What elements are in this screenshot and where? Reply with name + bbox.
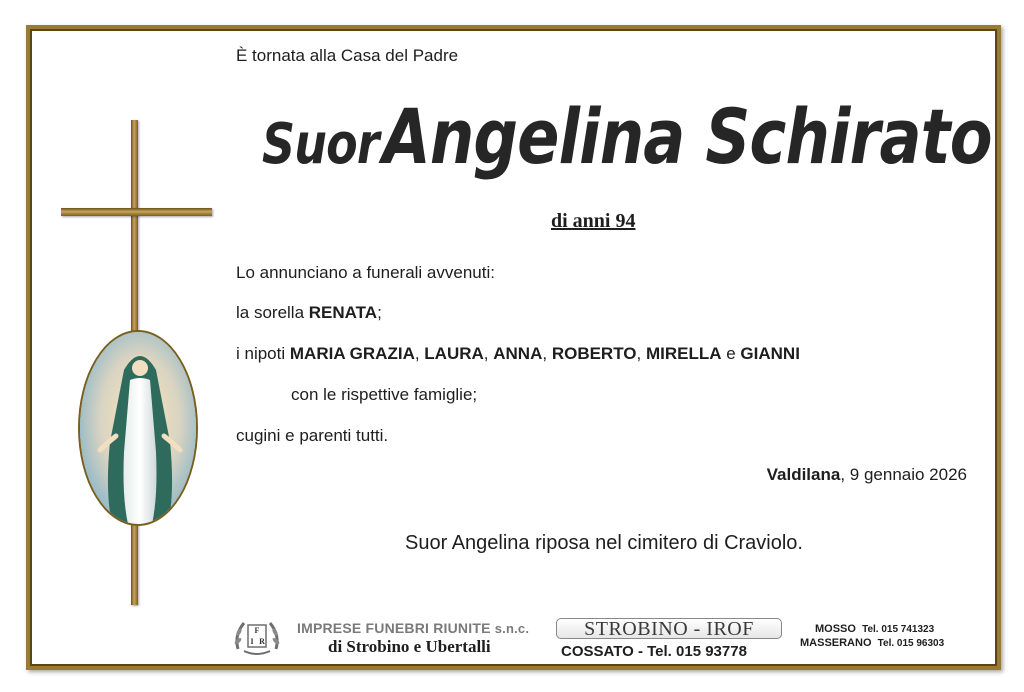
logo-letter: F xyxy=(254,626,260,635)
nephew-name: GIANNI xyxy=(740,344,800,363)
families-line: con le rispettive famiglie; xyxy=(291,385,478,404)
sister-name: RENATA xyxy=(308,303,378,322)
office-mosso: MOSSO Tel. 015 741323 xyxy=(815,623,935,635)
nephew-name: MIRELLA xyxy=(645,344,722,363)
dateline-place: Valdilana xyxy=(766,465,841,484)
nephew-name: LAURA xyxy=(424,344,484,363)
full-name: Angelina Schirato xyxy=(382,92,992,181)
office-masserano: MASSERANO Tel. 015 96303 xyxy=(800,637,945,649)
nephew-name: ROBERTO xyxy=(551,344,637,363)
sister-line: la sorella RENATA; xyxy=(236,303,382,322)
age-line: di anni 94 xyxy=(551,210,636,232)
burial-note: Suor Angelina riposa nel cimitero di Craviolo. xyxy=(405,532,803,554)
intro-phrase: È tornata alla Casa del Padre xyxy=(236,46,459,65)
cousins-line: cugini e parenti tutti. xyxy=(236,426,389,445)
madonna-portrait xyxy=(78,330,198,526)
deceased-name xyxy=(262,92,992,181)
announcement-line: Lo annunciano a funerali avvenuti: xyxy=(236,263,495,282)
nephews-line: i nipoti MARIA GRAZIA, LAURA, ANNA, ROBERTO, MIRELLA e GIANNI xyxy=(236,344,800,363)
brand-box: STROBINO - IROF xyxy=(556,618,782,639)
company-name: IMPRESE FUNEBRI RIUNITE s.n.c. xyxy=(297,620,530,636)
dateline xyxy=(767,465,967,485)
main-office: COSSATO - Tel. 015 93778 xyxy=(561,643,747,660)
nephew-name: ANNA xyxy=(493,344,543,363)
irof-laurel-logo xyxy=(232,619,282,657)
nephew-name: MARIA GRAZIA xyxy=(289,344,415,363)
logo-letter: I xyxy=(250,637,254,646)
dateline-date: , 9 gennaio 2026 xyxy=(840,465,967,484)
cross-icon-horizontal-beam xyxy=(61,208,212,216)
logo-letter: R xyxy=(259,637,265,646)
company-owners: di Strobino e Ubertalli xyxy=(328,637,491,656)
religious-title: Suor xyxy=(262,112,379,177)
